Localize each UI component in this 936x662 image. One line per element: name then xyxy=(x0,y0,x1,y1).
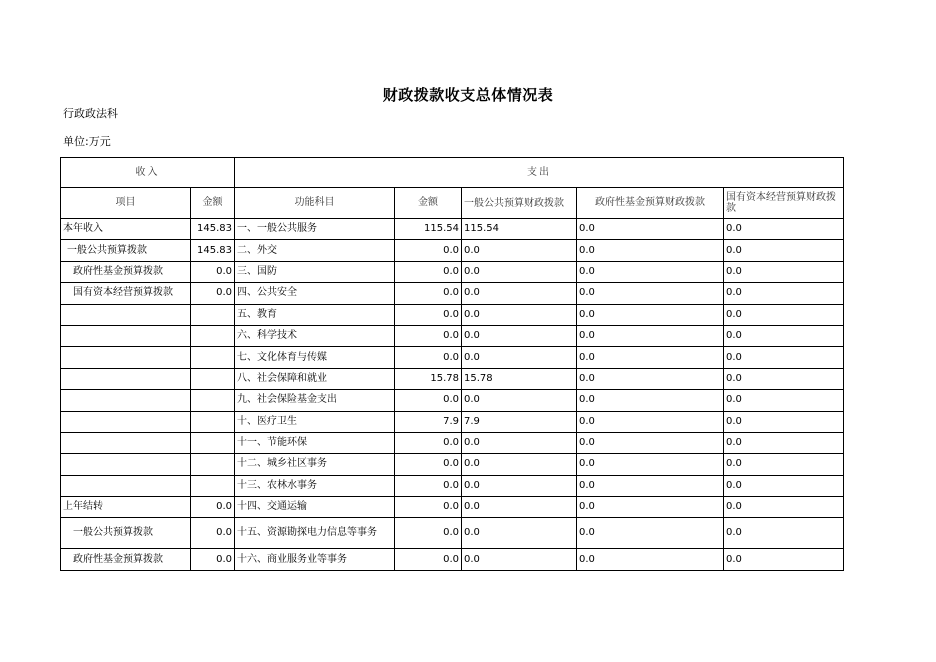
func-cell[interactable]: 十一、节能环保 xyxy=(235,432,395,453)
unit-label: 单位:万元 xyxy=(63,135,111,148)
gov-fund-cell[interactable]: 0.0 xyxy=(577,283,724,304)
state-capital-cell[interactable]: 0.0 xyxy=(724,283,844,304)
table-row xyxy=(61,454,844,475)
table-row xyxy=(61,518,844,549)
exp-amount-cell[interactable]: 0.0 xyxy=(395,454,462,475)
gov-fund-cell[interactable]: 0.0 xyxy=(577,304,724,325)
table-row xyxy=(61,432,844,453)
state-capital-header[interactable]: 国有资本经营预算财政拨款 xyxy=(724,188,844,219)
amount-cell[interactable] xyxy=(191,432,235,453)
amount-cell[interactable]: 145.83 xyxy=(191,240,235,261)
general-cell[interactable]: 0.0 xyxy=(462,390,577,411)
state-capital-cell[interactable]: 0.0 xyxy=(724,261,844,282)
general-cell[interactable]: 0.0 xyxy=(462,304,577,325)
gov-fund-cell[interactable]: 0.0 xyxy=(577,549,724,570)
item-cell[interactable] xyxy=(61,368,191,389)
item-cell[interactable] xyxy=(61,475,191,496)
income-header[interactable]: 收入 xyxy=(61,158,235,188)
amount-cell[interactable]: 0.0 xyxy=(191,261,235,282)
func-cell[interactable]: 八、社会保障和就业 xyxy=(235,368,395,389)
item-cell[interactable]: 上年结转 xyxy=(61,497,191,518)
general-cell[interactable]: 0.0 xyxy=(462,283,577,304)
amount-cell[interactable] xyxy=(191,368,235,389)
general-cell[interactable]: 0.0 xyxy=(462,347,577,368)
item-cell[interactable] xyxy=(61,347,191,368)
exp-amount-cell[interactable]: 15.78 xyxy=(395,368,462,389)
general-cell[interactable]: 115.54 xyxy=(462,219,577,240)
state-capital-cell[interactable]: 0.0 xyxy=(724,304,844,325)
item-cell[interactable]: 本年收入 xyxy=(61,219,191,240)
exp-amount-cell[interactable]: 115.54 xyxy=(395,219,462,240)
state-capital-cell[interactable]: 0.0 xyxy=(724,368,844,389)
amount-cell[interactable] xyxy=(191,454,235,475)
item-cell[interactable]: 一般公共预算拨款 xyxy=(61,518,191,549)
state-capital-cell[interactable]: 0.0 xyxy=(724,219,844,240)
func-cell[interactable]: 九、社会保险基金支出 xyxy=(235,390,395,411)
table-row xyxy=(61,283,844,304)
gov-fund-cell[interactable]: 0.0 xyxy=(577,325,724,346)
amount-cell[interactable]: 0.0 xyxy=(191,518,235,549)
general-cell[interactable]: 0.0 xyxy=(462,261,577,282)
item-cell[interactable] xyxy=(61,454,191,475)
exp-amount-cell[interactable]: 0.0 xyxy=(395,497,462,518)
table-row xyxy=(61,261,844,282)
general-cell[interactable]: 0.0 xyxy=(462,325,577,346)
item-cell[interactable] xyxy=(61,390,191,411)
amount-cell[interactable]: 0.0 xyxy=(191,497,235,518)
table-row xyxy=(61,368,844,389)
func-cell[interactable]: 四、公共安全 xyxy=(235,283,395,304)
func-cell[interactable]: 二、外交 xyxy=(235,240,395,261)
func-cell[interactable]: 七、文化体育与传媒 xyxy=(235,347,395,368)
item-cell[interactable] xyxy=(61,432,191,453)
exp-amount-cell[interactable]: 0.0 xyxy=(395,304,462,325)
expense-header[interactable]: 支出 xyxy=(235,158,844,188)
table-row xyxy=(61,497,844,518)
general-cell[interactable]: 0.0 xyxy=(462,518,577,549)
amount-header[interactable]: 金额 xyxy=(191,188,235,219)
state-capital-cell[interactable]: 0.0 xyxy=(724,475,844,496)
state-capital-cell[interactable]: 0.0 xyxy=(724,432,844,453)
general-budget-header[interactable]: 一般公共预算财政拨款 xyxy=(462,188,577,219)
state-capital-cell[interactable]: 0.0 xyxy=(724,497,844,518)
header-row-2 xyxy=(61,188,844,219)
general-cell[interactable]: 0.0 xyxy=(462,240,577,261)
func-cell[interactable]: 十六、商业服务业等事务 xyxy=(235,549,395,570)
table-row xyxy=(61,475,844,496)
item-header[interactable]: 项目 xyxy=(61,188,191,219)
table-row xyxy=(61,411,844,432)
item-cell[interactable]: 政府性基金预算拨款 xyxy=(61,261,191,282)
gov-fund-cell[interactable]: 0.0 xyxy=(577,454,724,475)
state-capital-cell[interactable]: 0.0 xyxy=(724,240,844,261)
exp-amount-cell[interactable]: 0.0 xyxy=(395,283,462,304)
func-header[interactable]: 功能科目 xyxy=(235,188,395,219)
table-row xyxy=(61,304,844,325)
general-cell[interactable]: 7.9 xyxy=(462,411,577,432)
general-cell[interactable]: 0.0 xyxy=(462,475,577,496)
gov-fund-cell[interactable]: 0.0 xyxy=(577,368,724,389)
exp-amount-cell[interactable]: 0.0 xyxy=(395,347,462,368)
gov-fund-header[interactable]: 政府性基金预算财政拨款 xyxy=(577,188,724,219)
exp-amount-cell[interactable]: 0.0 xyxy=(395,432,462,453)
func-cell[interactable]: 三、国防 xyxy=(235,261,395,282)
exp-amount-cell[interactable]: 0.0 xyxy=(395,549,462,570)
exp-amount-cell[interactable]: 0.0 xyxy=(395,390,462,411)
state-capital-cell[interactable]: 0.0 xyxy=(724,518,844,549)
gov-fund-cell[interactable]: 0.0 xyxy=(577,347,724,368)
item-cell[interactable]: 一般公共预算拨款 xyxy=(61,240,191,261)
func-cell[interactable]: 十二、城乡社区事务 xyxy=(235,454,395,475)
exp-amount-cell[interactable]: 7.9 xyxy=(395,411,462,432)
gov-fund-cell[interactable]: 0.0 xyxy=(577,432,724,453)
gov-fund-cell[interactable]: 0.0 xyxy=(577,390,724,411)
exp-amount-cell[interactable]: 0.0 xyxy=(395,261,462,282)
table-row xyxy=(61,347,844,368)
header-row-1 xyxy=(61,158,844,188)
amount-cell[interactable] xyxy=(191,411,235,432)
state-capital-cell[interactable]: 0.0 xyxy=(724,325,844,346)
state-capital-cell[interactable]: 0.0 xyxy=(724,454,844,475)
exp-amount-cell[interactable]: 0.0 xyxy=(395,475,462,496)
item-cell[interactable] xyxy=(61,304,191,325)
amount-cell[interactable] xyxy=(191,304,235,325)
gov-fund-cell[interactable]: 0.0 xyxy=(577,219,724,240)
exp-amount-cell[interactable]: 0.0 xyxy=(395,240,462,261)
state-capital-cell[interactable]: 0.0 xyxy=(724,347,844,368)
item-cell[interactable] xyxy=(61,325,191,346)
gov-fund-cell[interactable]: 0.0 xyxy=(577,261,724,282)
table-row xyxy=(61,549,844,570)
gov-fund-cell[interactable]: 0.0 xyxy=(577,497,724,518)
state-capital-cell[interactable]: 0.0 xyxy=(724,411,844,432)
func-cell[interactable]: 六、科学技术 xyxy=(235,325,395,346)
item-cell[interactable] xyxy=(61,411,191,432)
func-cell[interactable]: 十、医疗卫生 xyxy=(235,411,395,432)
amount-cell[interactable]: 0.0 xyxy=(191,283,235,304)
item-cell[interactable]: 政府性基金预算拨款 xyxy=(61,549,191,570)
func-cell[interactable]: 五、教育 xyxy=(235,304,395,325)
func-cell[interactable]: 十五、资源勘探电力信息等事务 xyxy=(235,518,395,549)
budget-table xyxy=(60,157,844,571)
exp-amount-cell[interactable]: 0.0 xyxy=(395,518,462,549)
general-cell[interactable]: 0.0 xyxy=(462,549,577,570)
state-capital-cell[interactable]: 0.0 xyxy=(724,549,844,570)
org-label: 行政政法科 xyxy=(63,107,118,120)
general-cell[interactable]: 0.0 xyxy=(462,432,577,453)
table-row xyxy=(61,219,844,240)
general-cell[interactable]: 0.0 xyxy=(462,497,577,518)
gov-fund-cell[interactable]: 0.0 xyxy=(577,475,724,496)
func-cell[interactable]: 一、一般公共服务 xyxy=(235,219,395,240)
general-cell[interactable]: 15.78 xyxy=(462,368,577,389)
amount-cell[interactable]: 0.0 xyxy=(191,549,235,570)
table-row xyxy=(61,390,844,411)
gov-fund-cell[interactable]: 0.0 xyxy=(577,240,724,261)
page-title: 财政拨款收支总体情况表 xyxy=(382,86,554,104)
func-cell[interactable]: 十四、交通运输 xyxy=(235,497,395,518)
item-cell[interactable]: 国有资本经营预算拨款 xyxy=(61,283,191,304)
amount-cell[interactable] xyxy=(191,390,235,411)
gov-fund-cell[interactable]: 0.0 xyxy=(577,518,724,549)
amount-cell[interactable]: 145.83 xyxy=(191,219,235,240)
func-cell[interactable]: 十三、农林水事务 xyxy=(235,475,395,496)
table-row xyxy=(61,325,844,346)
amount-cell[interactable] xyxy=(191,475,235,496)
state-capital-cell[interactable]: 0.0 xyxy=(724,390,844,411)
table-row xyxy=(61,240,844,261)
exp-amount-cell[interactable]: 0.0 xyxy=(395,325,462,346)
general-cell[interactable]: 0.0 xyxy=(462,454,577,475)
amount-cell[interactable] xyxy=(191,347,235,368)
amount-cell[interactable] xyxy=(191,325,235,346)
gov-fund-cell[interactable]: 0.0 xyxy=(577,411,724,432)
exp-amount-header[interactable]: 金额 xyxy=(395,188,462,219)
